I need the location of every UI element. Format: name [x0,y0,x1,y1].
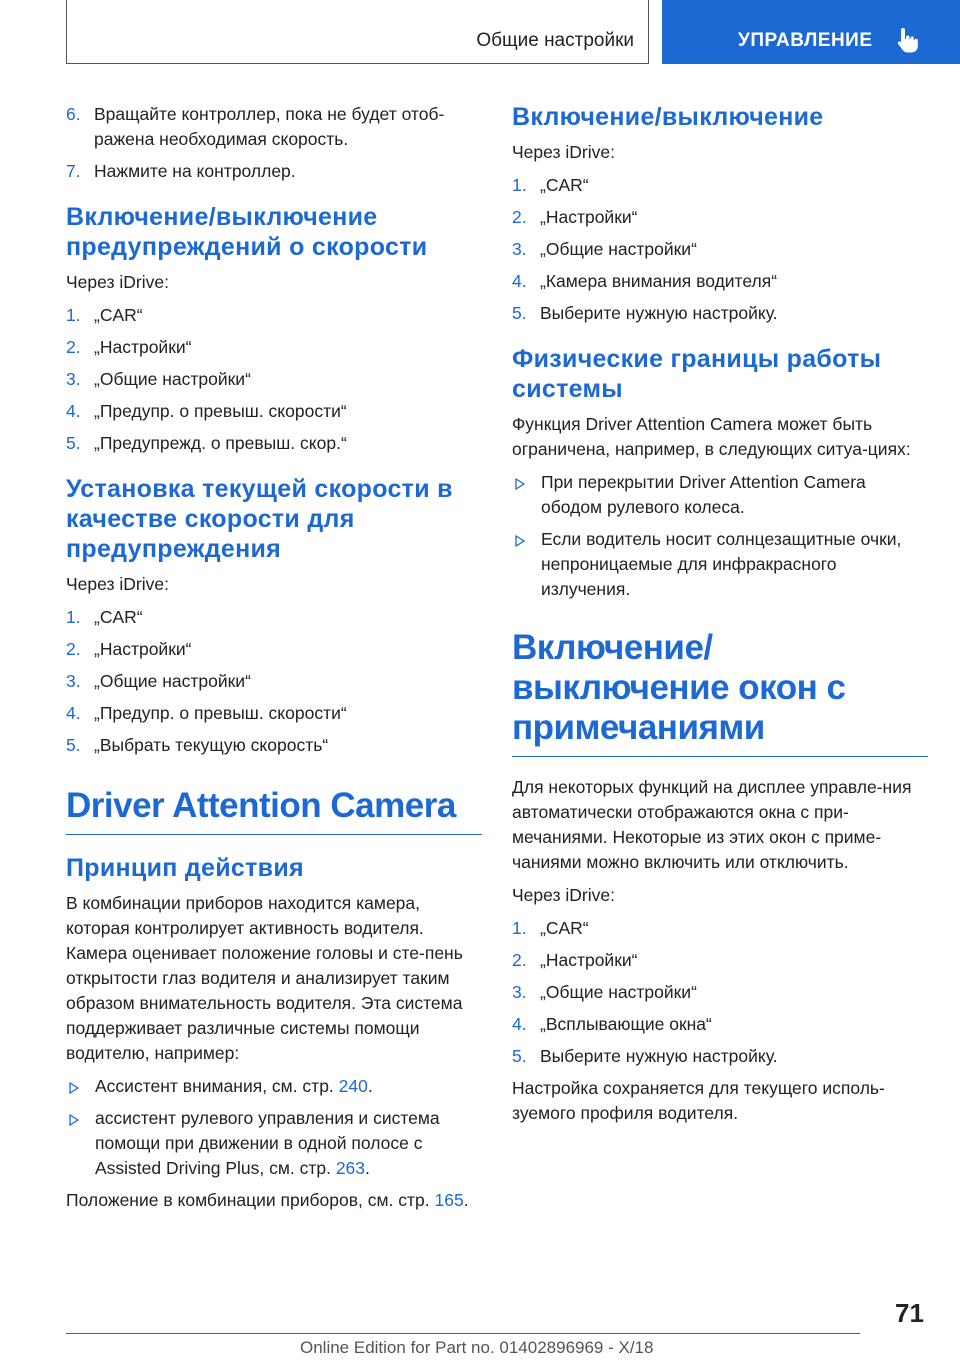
step-text: „CAR“ [540,175,589,195]
step-number: 1. [66,305,81,325]
step-number: 1. [512,175,527,195]
section-body: Функция Driver Attention Camera может быть ограничена, например, в следующих ситуа-циях: [512,414,911,459]
step-number: 4. [66,703,81,723]
step-text: „Общие настройки“ [94,369,251,389]
chapter-title-driver-attention-camera: Driver Attention Camera [66,786,482,835]
step-text: „Всплывающие окна“ [540,1014,712,1034]
step-text: „Общие настройки“ [540,239,697,259]
closing-note: Настройка сохраняется для текущего исполь-зуемого профиля водителя. [512,1078,885,1123]
section-title-system-limits: Физические границы работы системы [512,345,882,403]
list-item [66,1074,482,1099]
list-item [66,159,482,184]
list-item [512,470,928,520]
list-item [66,399,482,424]
step-number: 5. [66,433,81,453]
step-text: „CAR“ [94,305,143,325]
section-title-speed-warnings: Включение/выключение предупреждений о скорости [66,203,428,261]
list-item [66,431,482,456]
bullet-text: Если водитель носит солнцезащитные очки, непроницаемые для инфракрасного излучения. [541,529,902,599]
header-chapter-title: УПРАВЛЕНИЕ [738,30,873,51]
step-number: 6. [66,104,81,124]
footer-divider [66,1333,860,1334]
section-title-current-speed: Установка текущей скорости в качестве скорости для предупреждения [66,475,453,563]
step-number: 4. [512,1014,527,1034]
step-number: 2. [512,207,527,227]
section-body: Для некоторых функций на дисплее управле-ния автоматически отображаются окна с при-мечаниями. Некоторые из этих окон с приме-чаниями можно включить или отключить. [512,777,912,872]
step-text: „Предупр. о превыш. скорости“ [94,703,347,723]
left-column [66,102,482,1221]
list-item [512,173,928,198]
page-link[interactable]: 165 [434,1190,464,1210]
chapter-title-note-windows: Включение/выключение окон с примечаниями [512,628,928,757]
position-text: Положение в комбинации приборов, см. стр. [66,1190,435,1210]
step-text: „Камера внимания водителя“ [540,271,778,291]
list-item [66,701,482,726]
list-item [66,605,482,630]
bullet-text: Ассистент внимания, см. стр. [95,1076,339,1096]
step-number: 7. [66,161,81,181]
step-number: 3. [512,982,527,1002]
step-number: 1. [512,918,527,938]
header-chapter-tab [662,0,960,64]
step-text: „Выбрать текущую скорость“ [94,735,329,755]
bullet-text: ассистент рулевого управления и система помощи при движении в одной полосе с Assisted Driving Plus, см. стр. [95,1108,440,1178]
list-item [66,669,482,694]
step-text: „Настройки“ [94,639,192,659]
list-item [66,303,482,328]
section-intro: Через iDrive: [66,272,169,292]
step-number: 5. [512,1046,527,1066]
step-text: „Настройки“ [94,337,192,357]
header-section-box [66,0,649,64]
list-item [512,1044,928,1069]
step-number: 3. [512,239,527,259]
list-item [66,637,482,662]
hand-pointer-icon [894,26,922,54]
section-intro: Через iDrive: [512,885,615,905]
position-note [66,1188,482,1213]
triangle-bullet-icon [515,478,525,490]
list-item [66,335,482,360]
list-item [512,237,928,262]
step-number: 2. [66,639,81,659]
page-link[interactable]: 240 [338,1076,368,1096]
step-text: „Предупр. о превыш. скорости“ [94,401,347,421]
step-text: Вращайте контроллер, пока не будет отоб-ражена необходимая скорость. [94,104,445,149]
step-number: 5. [512,303,527,323]
step-text: Выберите нужную настройку. [540,303,778,323]
header-section-title: Общие настройки [476,30,634,51]
step-text: Нажмите на контроллер. [94,161,296,181]
step-text: „Общие настройки“ [94,671,251,691]
page-number: 71 [895,1298,924,1328]
list-item [512,269,928,294]
list-item [512,1012,928,1037]
step-text: „Настройки“ [540,207,638,227]
section-intro: Через iDrive: [66,574,169,594]
list-item [512,948,928,973]
step-number: 4. [66,401,81,421]
bullet-end: . [365,1158,370,1178]
footer-edition: Online Edition for Part no. 01402896969 - X/18 [300,1338,654,1357]
list-item [512,205,928,230]
triangle-bullet-icon [69,1114,79,1126]
page-link[interactable]: 263 [335,1158,366,1178]
section-title-principle: Принцип действия [66,854,304,882]
step-number: 3. [66,671,81,691]
section-title-on-off: Включение/выключение [512,103,824,131]
list-item [66,367,482,392]
step-text: „Общие настройки“ [540,982,697,1002]
step-number: 5. [66,735,81,755]
right-column [512,102,928,1134]
list-item [66,1106,482,1181]
step-number: 2. [512,950,527,970]
bullet-end: . [367,1076,373,1096]
section-intro: Через iDrive: [512,142,615,162]
triangle-bullet-icon [69,1082,79,1094]
step-text: Выберите нужную настройку. [540,1046,778,1066]
list-item [512,916,928,941]
step-number: 4. [512,271,527,291]
list-item [66,102,482,152]
list-item [512,301,928,326]
triangle-bullet-icon [515,535,525,547]
position-end: . [463,1190,469,1210]
step-text: „Предупрежд. о превыш. скор.“ [94,433,347,453]
list-item [512,980,928,1005]
list-item [66,733,482,758]
bullet-text: При перекрытии Driver Attention Camera ободом рулевого колеса. [541,472,866,517]
list-item [512,527,928,602]
step-text: „CAR“ [94,607,143,627]
step-text: „Настройки“ [540,950,638,970]
section-body: В комбинации приборов находится камера, которая контролирует активность водителя. Камера оценивает положение головы и сте-пень открытости глаз водителя и анализирует таким образом внимательность водителя. Эта система поддерживает различные системы помощи водителю, например: [66,893,463,1063]
step-number: 3. [66,369,81,389]
step-number: 1. [66,607,81,627]
step-text: „CAR“ [540,918,589,938]
step-number: 2. [66,337,81,357]
